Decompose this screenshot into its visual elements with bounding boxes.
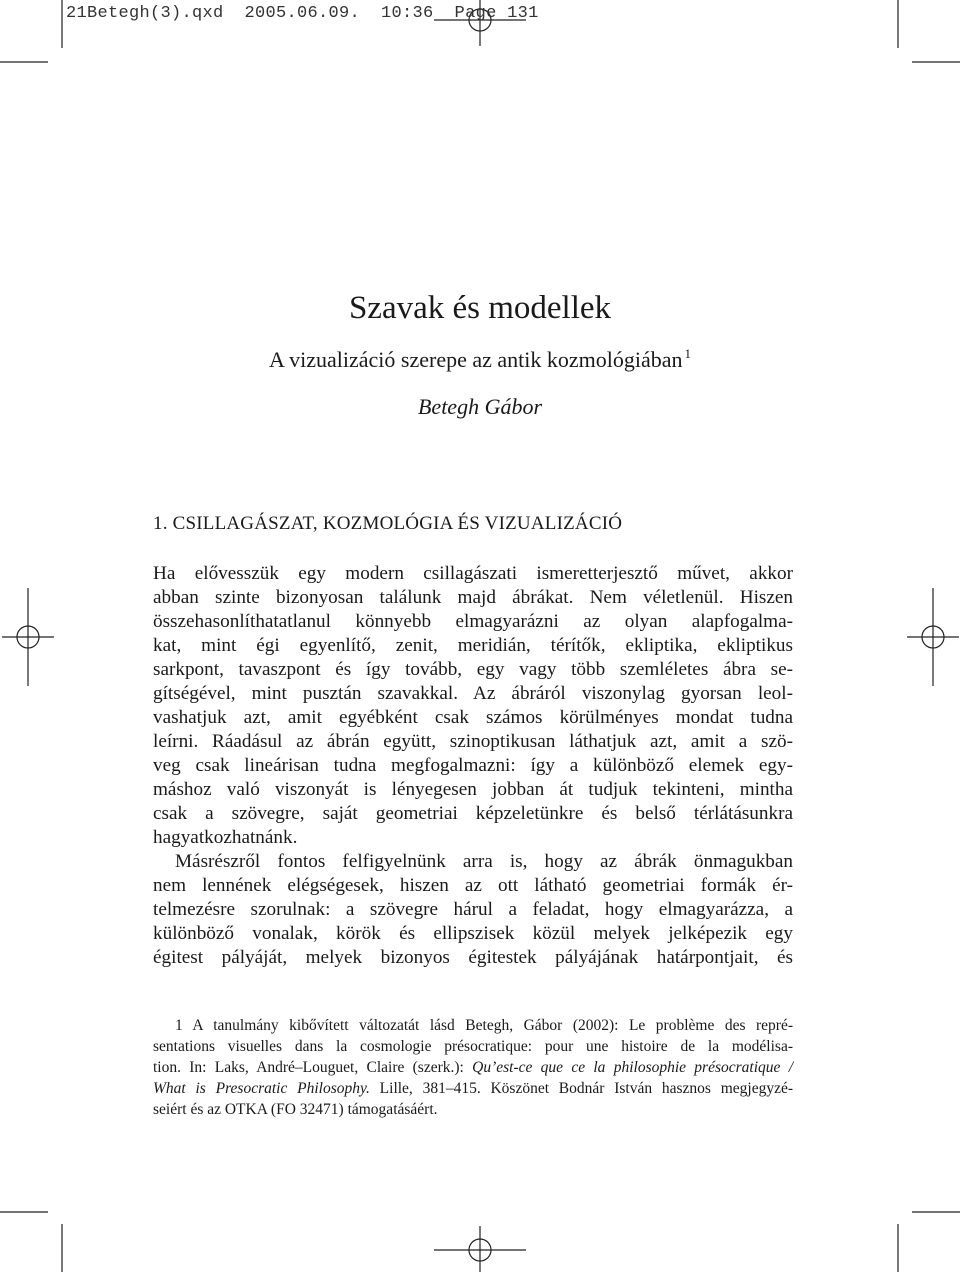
body-line: Másrészről fontos felfigyelnünk arra is, hogy az ábrák önmagukban — [175, 851, 793, 872]
print-slug-line: 21Betegh(3).qxd 2005.06.09. 10:36 Page 131 — [66, 4, 539, 23]
article-subtitle — [0, 346, 960, 373]
footnote-line: seiért és az OTKA (FO 32471) támogatásáért. — [153, 1101, 438, 1118]
body-line: vashatjuk azt, amit egyébként csak számos körülményes mondat tudna — [153, 707, 793, 728]
footnote-line: sentations visuelles dans la cosmologie présocratique: pour une histoire de la modélisa- — [153, 1038, 793, 1055]
footnote-book-title: Qu’est-ce que ce la philosophie présocratique / — [472, 1059, 793, 1076]
footnote-reference: 1 — [684, 346, 692, 361]
footnote — [153, 1015, 793, 1120]
article-title: Szavak és modellek — [348, 290, 612, 326]
registration-mark-left — [2, 588, 54, 686]
footnote-line: 1 A tanulmány kibővített változatát lásd Betegh, Gábor (2002): Le problème des repré- — [175, 1017, 793, 1034]
body-line: abban szinte bizonyosan találunk majd ábrákat. Nem véletlenül. Hiszen — [153, 587, 793, 608]
body-line: sarkpont, tavaszpont és így tovább, egy vagy több szemléletes ábra se- — [153, 659, 793, 680]
body-line: kat, mint égi egyenlítő, zenit, meridián, térítők, ekliptika, ekliptikus — [153, 635, 793, 656]
body-line: gítségével, mint pusztán szavakkal. Az ábráról viszonylag gyorsan leol- — [153, 683, 793, 704]
footnote-line — [153, 1057, 793, 1078]
author-name: Betegh Gábor — [417, 394, 543, 419]
body-line: égitest pályáját, melyek bizonyos égitestek pályájának határpontjait, és — [153, 947, 793, 968]
subtitle-text: A vizualizáció szerepe az antik kozmológiában — [268, 347, 683, 372]
registration-mark-right — [907, 588, 959, 686]
footnote-book-title-english: What is Presocratic Philosophy. — [153, 1080, 370, 1097]
footnote-line — [153, 1078, 793, 1099]
body-line: hagyatkozhatnánk. — [153, 827, 298, 848]
body-line: telmezésre szorulnak: a szövegre hárul a feladat, hogy elmagyarázza, a — [153, 899, 793, 920]
body-line: csak a szövegre, saját geometriai képzeletünkre és belső térlátásunkra — [153, 803, 793, 824]
registration-mark-bottom — [434, 1226, 526, 1272]
body-line: Ha elővesszük egy modern csillagászati ismeretterjesztő művet, akkor — [153, 563, 793, 584]
footnote-text: tion. In: Laks, André–Louguet, Claire (szerk.): — [153, 1059, 473, 1076]
body-line: nem lennének elégségesek, hiszen az ott látható geometriai formák ér- — [153, 875, 793, 896]
section-heading: 1. CSILLAGÁSZAT, KOZMOLÓGIA ÉS VIZUALIZÁCIÓ — [153, 513, 623, 534]
body-text — [153, 562, 793, 970]
body-line: összehasonlíthatatlanul könnyebb elmagyarázni az olyan alapfogalma- — [153, 611, 793, 632]
body-line: veg csak lineárisan tudna megfogalmazni: így a különböző elemek egy- — [153, 755, 793, 776]
body-line: különböző vonalak, körök és ellipszisek közül melyek jelképezik egy — [153, 923, 793, 944]
body-line: máshoz való viszonyát is lényegesen jobban át tudjuk tekinteni, mintha — [153, 779, 793, 800]
footnote-text: Lille, 381–415. Köszönet Bodnár István hasznos megjegyzé- — [369, 1080, 793, 1097]
body-line: leírni. Ráadásul az ábrán együtt, szinoptikusan láthatjuk azt, amit a szö- — [153, 731, 793, 752]
